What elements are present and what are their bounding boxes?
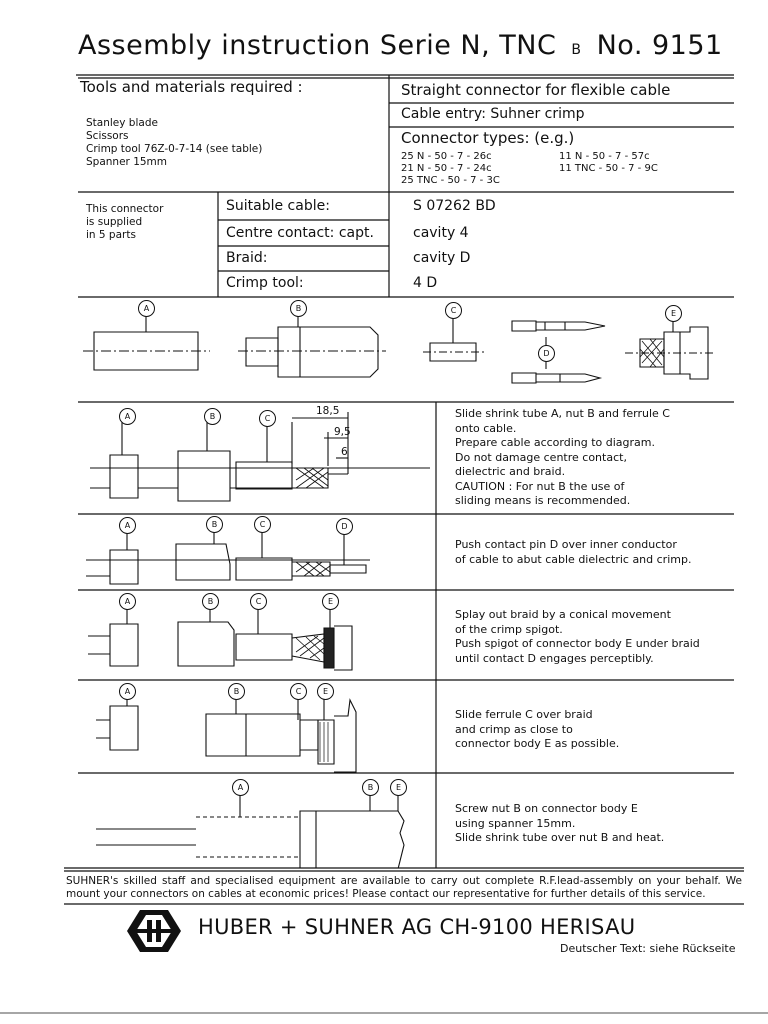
connector-description: Straight connector for flexible cable [401,81,671,99]
step5-instruction: Screw nut B on connector body E using spanner 15mm. Slide shrink tube over nut B and heat. [455,802,665,844]
step3-bubble-b: B [202,593,219,610]
step1-bubble-c: C [259,410,276,427]
supplied-line: is supplied [86,216,143,228]
company-name: HUBER + SUHNER AG CH-9100 HERISAU [198,915,636,939]
step2-bubble-c: C [254,516,271,533]
dim-18-5: 18,5 [316,405,340,417]
step3-bubble-e: E [322,593,339,610]
step1-bubble-a: A [119,408,136,425]
service-notice: SUHNER's skilled staff and specialised equipment are available to carry out complete R.F.lead-assembly on your behalf. We mount your connectors on cables at economic prices! Please contact our representative for further details of this service. [66,875,742,900]
tool-item: Crimp tool 76Z-0-7-14 (see table) [86,143,263,155]
tool-item: Spanner 15mm [86,156,168,168]
step2-bubble-b: B [206,516,223,533]
spec-label-centre-contact: Centre contact: capt. [226,225,374,241]
huber-suhner-logo [126,908,182,954]
spec-label-crimp-tool: Crimp tool: [226,275,304,291]
connector-type: 11 N - 50 - 7 - 57c [559,151,650,162]
step2-instruction: Push contact pin D over inner conductor of cable to abut cable dielectric and crimp. [455,538,692,566]
spec-label-cable: Suitable cable: [226,198,330,214]
step3-bubble-c: C [250,593,267,610]
connector-type: 21 N - 50 - 7 - 24c [401,163,492,174]
step1-bubble-b: B [204,408,221,425]
part-bubble-d: D [538,345,555,362]
step1-instruction: Slide shrink tube A, nut B and ferrule C onto cable. Prepare cable according to diagram. Do not damage centre contact, dielectric and braid. CAUTION : For nut B the use of sliding means is recommended. [455,407,670,507]
dim-9-5: 9,5 [334,426,351,438]
part-bubble-e: E [665,305,682,322]
part-bubble-a: A [138,300,155,317]
title-number: No. 9151 [596,30,723,61]
tools-heading: Tools and materials required : [80,78,303,96]
spec-value-cable: S 07262 BD [413,198,496,214]
step2-bubble-d: D [336,518,353,535]
step5-bubble-a: A [232,779,249,796]
spec-value-centre-contact: cavity 4 [413,225,469,241]
supplied-line: This connector [86,203,164,215]
spec-value-crimp-tool: 4 D [413,275,438,291]
spec-value-braid: cavity D [413,250,471,266]
step5-bubble-b: B [362,779,379,796]
spec-label-braid: Braid: [226,250,268,266]
tool-item: Stanley blade [86,117,158,129]
tool-item: Scissors [86,130,129,142]
title-text: Assembly instruction Serie N, TNC [78,30,557,61]
part-bubble-b: B [290,300,307,317]
connector-types-left [401,151,500,187]
step4-bubble-e: E [317,683,334,700]
dim-6: 6 [341,446,348,458]
title-revision: B [571,42,582,58]
supplied-note [86,203,163,242]
parts-drawing [0,297,768,402]
step3-instruction: Splay out braid by a conical movement of the crimp spigot. Push spigot of connector body E under braid until contact D engages perceptibly. [455,608,700,665]
step2-bubble-a: A [119,517,136,534]
step3-bubble-a: A [119,593,136,610]
connector-types-label: Connector types: (e.g.) [401,129,575,147]
step4-bubble-b: B [228,683,245,700]
step4-drawing [0,680,436,773]
step5-bubble-e: E [390,779,407,796]
step4-bubble-c: C [290,683,307,700]
connector-type: 25 N - 50 - 7 - 26c [401,151,492,162]
connector-types-right [559,151,658,175]
step4-instruction: Slide ferrule C over braid and crimp as close to connector body E as possible. [455,708,620,750]
cable-entry: Cable entry: Suhner crimp [401,106,585,122]
connector-type: 11 TNC - 50 - 7 - 9C [559,163,658,174]
tools-list [86,117,262,169]
step4-bubble-a: A [119,683,136,700]
german-text-note: Deutscher Text: siehe Rückseite [560,942,736,955]
connector-type: 25 TNC - 50 - 7 - 3C [401,175,500,186]
supplied-line: in 5 parts [86,229,136,241]
part-bubble-c: C [445,302,462,319]
